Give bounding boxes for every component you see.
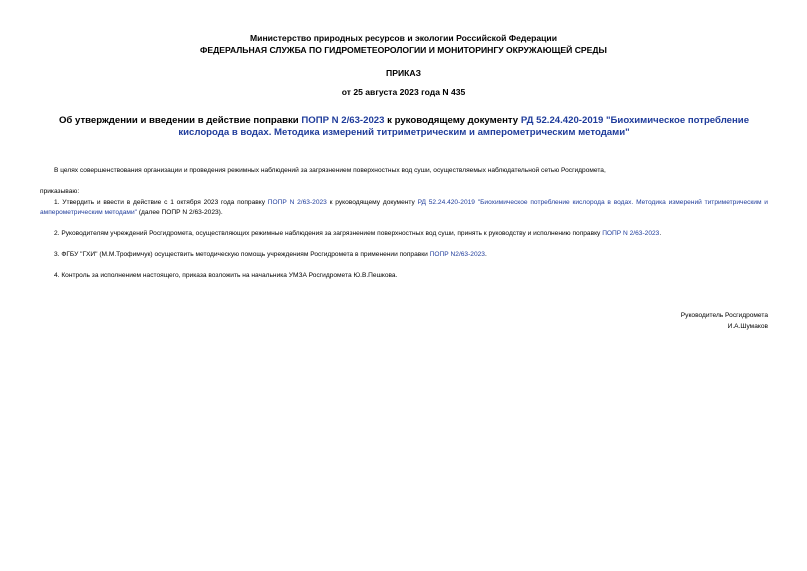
document-type: ПРИКАЗ (386, 68, 421, 78)
item-2-suffix: . (659, 230, 662, 237)
item-1-amendment-link[interactable]: ПОПР N 2/63-2023 (267, 199, 327, 206)
item-1-prefix: 1. Утвердить и ввести в действие с 1 октября 2023 года поправку (54, 199, 268, 206)
title-rd-link[interactable]: РД 52.24.420-2019 "Биохимическое потребление кислорода в водах. Методика измерений титриметрическим и амперометрическим методами" (178, 115, 750, 138)
signature-name: И.А.Шумаков (727, 323, 768, 330)
item-1-paragraph (40, 198, 768, 217)
signature-position: Руководитель Росгидромета (680, 312, 768, 319)
title-middle: к руководящему документу (384, 115, 521, 126)
document-date-number: от 25 августа 2023 года N 435 (341, 87, 466, 97)
service-name: ФЕДЕРАЛЬНАЯ СЛУЖБА ПО ГИДРОМЕТЕОРОЛОГИИ И МОНИТОРИНГУ ОКРУЖАЮЩЕЙ СРЕДЫ (200, 45, 607, 55)
item-1-suffix: (далее ПОПР N 2/63-2023). (136, 208, 223, 216)
title-prefix: Об утверждении и введении в действие поправки (58, 115, 302, 126)
item-3-paragraph (40, 250, 768, 260)
item-4-paragraph: 4. Контроль за исполнением настоящего, приказа возложить на начальника УМЗА Росгидромета Ю.В.Пешкова. (54, 272, 398, 279)
item-3-prefix: 3. ФГБУ "ГХИ" (М.М.Трофимчук) осуществить методическую помощь учреждениям Росгидромета в применении поправки (54, 251, 430, 258)
item-1-middle: к руководящему документу (326, 199, 418, 206)
order-word: приказываю: (40, 188, 80, 195)
item-1-rd-link[interactable]: РД 52.24.420-2019 "Биохимическое потребление кислорода в водах. Методика измерений титриметрическим и амперометрическим методами" (40, 199, 768, 216)
item-2-amendment-link[interactable]: ПОПР N 2/63-2023 (602, 230, 660, 237)
title-amendment-link[interactable]: ПОПР N 2/63-2023 (301, 115, 385, 126)
preamble-paragraph: В целях совершенствования организации и проведения режимных наблюдений за загрязнением поверхностных вод суши, осуществляемых наблюдательной сетью Росгидромета, (54, 167, 606, 174)
document-title (34, 115, 774, 139)
ministry-name: Министерство природных ресурсов и экологии Российской Федерации (250, 33, 557, 43)
item-2-prefix: 2. Руководителям учреждений Росгидромета, осуществляющих режимные наблюдения за загрязнением поверхностных вод суши, принять к руководству и исполнению поправку (54, 230, 603, 237)
item-3-suffix: . (484, 251, 487, 258)
item-2-paragraph (40, 229, 768, 239)
item-3-amendment-link[interactable]: ПОПР N2/63-2023 (429, 251, 485, 258)
